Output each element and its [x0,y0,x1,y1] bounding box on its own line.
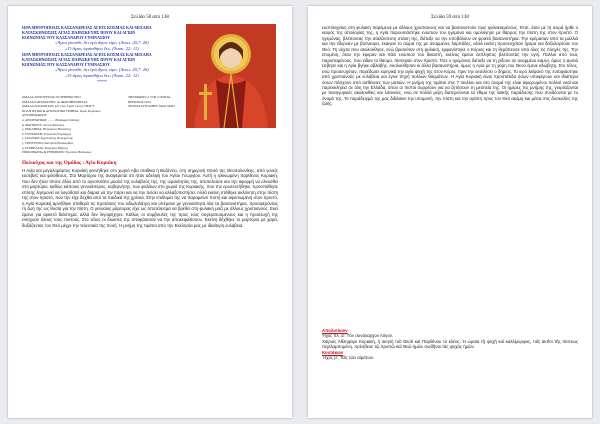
info-line: ΠΟΛΙΤΙΣΤΙΚΟ & ΑΓΙΟΛΟΓΙΚΟ ΤΜΗΜΑ: Αγίου Κυρίακου [22,108,101,113]
tone-line: Ήχος πλ. α'. Τὸν συνάναρχον Λόγον. [322,333,394,339]
info-line: ΠΕΡΙΟΔΟΣ 2014 [128,99,151,104]
section-heading: Απολυτίκιον [322,328,348,333]
info-line: ΟΜΑΔΑ ΛΕΙΤΟΥΡΓΙΑΣ: Θ ΟΡΘΡΙΝΟ ΝΕΟ [22,95,81,99]
scripture-quote: «Ἅγιοι γίνεσθε, ὅτι ἐγὼ ἅγιος εἰμί» (Λευιτ. 20,7. 26) [55,40,149,45]
info-line: δ. ΣΥΝΤΑΚΤΗ: Γεργιστάς Κυρίαρχος [22,131,72,136]
info-line: ε. ΣΧΟΛΙΚΟ: Αγγελούσης Πολυχρόνης [22,136,73,141]
info-line: η. ΕΠΙΜΕΛΕΙΑ: Κληρικός Μήτρος [22,145,69,150]
apolytikion-block [322,328,578,361]
team-info-right [128,95,186,109]
info-line: α. ΑΡΧΙΕΡΑΤΙΚΟΙ: …… Θεόδωρος Σιδέρης [22,117,80,122]
tone-line: Ἦχος β'. Τοῖς τῶν αἱμάτων. [322,355,375,361]
header-block [22,25,182,84]
scripture-quote: «Ἅγιοι γίνεσθε, ὅτι ἐγὼ ἅγιος εἰμί» (Λευιτ. 20,7. 26) [55,67,149,72]
scripture-quote: «Ὁ ἅγιος ἁγιασθήτω ἔτι» (Ἀποκ. 22: 11) [65,46,139,51]
header-line: ΚΑΤΑΣΚΗΝΩΣΕΙΣ ΑΓΙΑΣ ΠΑΡΑΣΚΕΥΗΣ ΙΕΡΟΥ ΚΑΙ ΑΓΙΩΝ [22,57,136,62]
team-info-left [22,95,126,155]
header-line: ΚΟΙΝΩΝΙΑΣ ΤΟΥ ΚΑΣΣΑΝΔΡΟΥ ΓΥΜΝΑΣΙΟΥ [22,35,110,40]
info-line: ζ. ΥΠΟΥΡΓΕΙΟ: Κατερίνα Θεοδωρίδου [22,140,74,145]
info-line: ΑΝΤΙΠΡΟΣΩΠΟΙ: [22,113,47,118]
saint-kyriaki-icon [186,24,276,128]
header-line: ΙΕΡΑ ΜΗΤΡΟΠΟΛΙΣ ΚΑΣΣΑΝΔΡΕΙΑΣ ΑΓΙΟΣ ΚΟΣΜΑΣ ΚΑΙ ΜΙΧΑΗΛ [22,25,152,30]
section-title: Πολιούχος και της Ομάδος : Αγία Κυριάκη [22,160,117,166]
info-line: ΟΜΑΔΑ ΚΑΤΑΣΚΕΥΗΣ: ακ ΦΩΤΟΘΕΡΑΠΕΙΑΣ [22,99,88,104]
scripture-quote: «Ὁ ἅγιος ἁγιασθήτω ἔτι» (Ἀποκ. 22: 11) [65,73,139,78]
info-line: ΕΠΙΚΟΙΝΩΝΙΑ & ΡΥΘΜΙΣΕΙΣ: Τζουλίνα Θεόδωρος [22,150,92,155]
body-text: ευσπλαχνίας στη φυλακή παρέμεινε με άλλους χριστιανούς και να βασανιστούν τους φυλακισμένους. Έτσι, όταν με τη σειρά ήρθε ο καιρός της απολογίας της, η Αγία παρουσιάστηκε ενώπιον του ηγεμόνα και ομολόγησε με θάρρος την πίστη της στον Χριστό. Ο ηγεμόνας, βλέποντας την αταλάντευτη στάση της, διέταξε να την υποβάλουν σε φρικτά βασανιστήρια. Την κρέμασαν από τα μαλλιά και την έδερναν με βούνευρα, έκαιγαν το σώμα της με αναμμένες λαμπάδες, αλλά εκείνη προσευχόταν ήρεμα και δοξολογούσε τον Θεό. Τη νύχτα που ακολούθησε, ενώ βρισκόταν στη φυλακή, εμφανίστηκε ο Κύριος και τη θεράπευσε από όλες τις πληγές της. Την επομένη, όταν την έφεραν και πάλι ενώπιον του δικαστή, εκείνος έμεινε έκπληκτος βλέποντάς την υγιή. Πολλοί από τους παρισταμένους, που είδαν το θαύμα, πίστεψαν στον Χριστό. Τότε ο ηγεμόνας διέταξε να τη ρίξουν σε αναμμένο καμίνι, όμως η φωτιά έσβησε και η Αγία βγήκε αβλαβής. Ακολούθησαν κι άλλα βασανιστήρια, όμως η Αγία με τη χάρη του Θεού έμενε αλώβητη. Στο τέλος, ενώ προσευχόταν, παρέδωσε ειρηνικά την αγία ψυχή της στον Κύριο, πριν την εκτελέσει ο δήμιος. Το ιερό λείψανό της ενταφιάστηκε από χριστιανούς με ευλάβεια και έγινε πηγή πολλών θαυμάτων. Η Αγία Κυριακή είναι προστάτιδα όσων υποφέρουν και ιδιαίτερα όσων πάσχουν από ασθένειες των ματιών. Η μνήμη της τιμάται στις 7 Ιουλίου και στο όνομά της είναι αφιερωμένοι πολλοί ναοί και παρεκκλήσια σε όλη την Ελλάδα, όπου οι πιστοί συρρέουν για να ζητήσουν τη μεσιτεία της. Οι ημέρες της μνήμης της, γιορτάζονται με πανηγυρικές ακολουθίες και λιτανείες, ενώ σε πολλά μέρη διατηρούνται τα έθιμα της λαϊκής παράδοσης που συνδέονται με το όνομά της. Το παράδειγμά της μας διδάσκει την υπομονή, την πίστη και την αγάπη προς τον Θεό ακόμη και μέσα στις δυσκολίες της ζωής. [322,25,578,107]
hymn-text: Χαίροις Ἀθληφόρε Κυριακή, ἡ σκηνὴ τοῦ Θεοῦ καὶ Παρθένου τὸ κλέος. Ἡ ὡραία τῇ ψυχῇ καὶ καλλίμορφος, τοῖς ἀκτῖσι τῆς πίστεως περιλαμπομένη, πρέσβευε τῷ Χριστῷ καὶ Θεῷ ἡμῶν σωθῆναι τὰς ψυχὰς ἡμῶν. [322,338,578,350]
section-heading: Κοντάκιον [322,349,344,355]
header-line: ΙΕΡΑ ΜΗΤΡΟΠΟΛΙΣ ΚΑΣΣΑΝΔΡΕΙΑΣ ΑΓΙΟΣ ΚΟΣΜΑΣ ΚΑΙ ΜΙΧΑΗΛ [22,52,152,57]
info-line: ΤΗΛΕΦΩΝΟ: 2 3740 2 ΠΑΝΤΑ [128,95,171,99]
separator-stars: ***** [97,79,107,84]
info-line: ΧΡΟΝΙΑ ΣΥΝΤΑΞΗΣ: ΜΑΝ ΜΑΝ [128,104,175,109]
header-line: ΚΟΙΝΩΝΙΑΣ ΤΟΥ ΚΑΣΣΑΝΔΡΟΥ ΓΥΜΝΑΣΙΟΥ [22,62,110,67]
page-number: Σελίδα 58 από 138 [131,15,169,20]
info-line: γ. ΕΚΚΛΗΣΙΑ: Ηγούμενος Βασίλειος [22,127,72,132]
page-number: Σελίδα 59 από 138 [431,15,469,20]
header-line: ΚΑΤΑΣΚΗΝΩΣΕΙΣ ΑΓΙΑΣ ΠΑΡΑΣΚΕΥΗΣ ΙΕΡΟΥ ΚΑΙ ΑΓΙΩΝ [22,30,136,35]
page-59 [308,6,592,418]
info-line: ΟΜΑΔΑ ΑΓΙΟΛΟΓΙΟΥ: κατ έτος 3 μαθ. τμ/την ΠΕΡΙ Υ [22,104,95,109]
info-line: β. ΦΩΤΙΚΟΥΣ: Λίτσος Φίλιππος [22,122,65,127]
page-58 [8,6,292,418]
body-text: Η Αγία και μεγαλομάρτυς Κυριακή γεννήθηκε στο χωριό Αβα σταθικα ή Βυζάντιο, στη σημερινή Οσσά της Θεσσαλονίκης, από γονείς ευσεβείς και φιλόθεους. Στο Μαρτύριο της αναφέρεται ότι ήταν αδελφή του Αγίου Γεωργίου. Αυτή η ηλικιωμένη παρθένος Κυριακή, που δεν ήταν τίποτε άλλο από το αγνοτατάτο μυαλό της ευλαβούς της, της ωραιότητάς της, αποτελούσε και την αφορμή να ελκυσθεί στο μαρτύριο, καθώς κάποιος γενναίοτερος, κυβερνήτης, των φυλάων στο χωριό της Κυριακής, που την ερωτευτήθηκε, προσπάθησε επίσης λησμονεί να λογοδοτεί και διαρια να την πάρει και να την πείσει να αλλαξοπιστήσει. Αλλά εκείνη στάθηκε ακλόνητη στην πίστη της στον Χριστό, που την είχε δεχθεί από τα παιδικά της χρόνια. Στην επιθυμία της να παραμείνει πιστή και αφοσιωμένη στον Χριστό, η Αγία Κυριακή αρνήθηκε σταθερά τις προτάσεις του ειδωλολάτρη και υπέμεινε με γενναιότητα όλα τα βασανιστήρια, προσφέροντας τη ζωή της ως θυσία για την πίστη. Ο γενναίος μάρτυρας είχε ως αποτέλεσμα να βρεθεί στη φυλακή μαζί με άλλους χριστιανούς. Εκεί έμεινε για αρκετό διάστημα, αλλά δεν λιγοψύχησε. Καθώς οι συμβουλές της προς τους συγκρατούμενους και η προσευχή της ενίσχυαν όλους τους πιστούς. Στο τέλος οι διώκτες της αποφάσισαν να την αποκεφαλίσουν. Εκείνη δέχθηκε το μαρτύριο με χαρά, δοξάζοντας τον Θεό μέχρι την τελευταία της πνοή. Η μνήμη της τιμάται από την Εκκλησία μας με ιδιαίτερη ευλάβεια. [22,168,278,228]
